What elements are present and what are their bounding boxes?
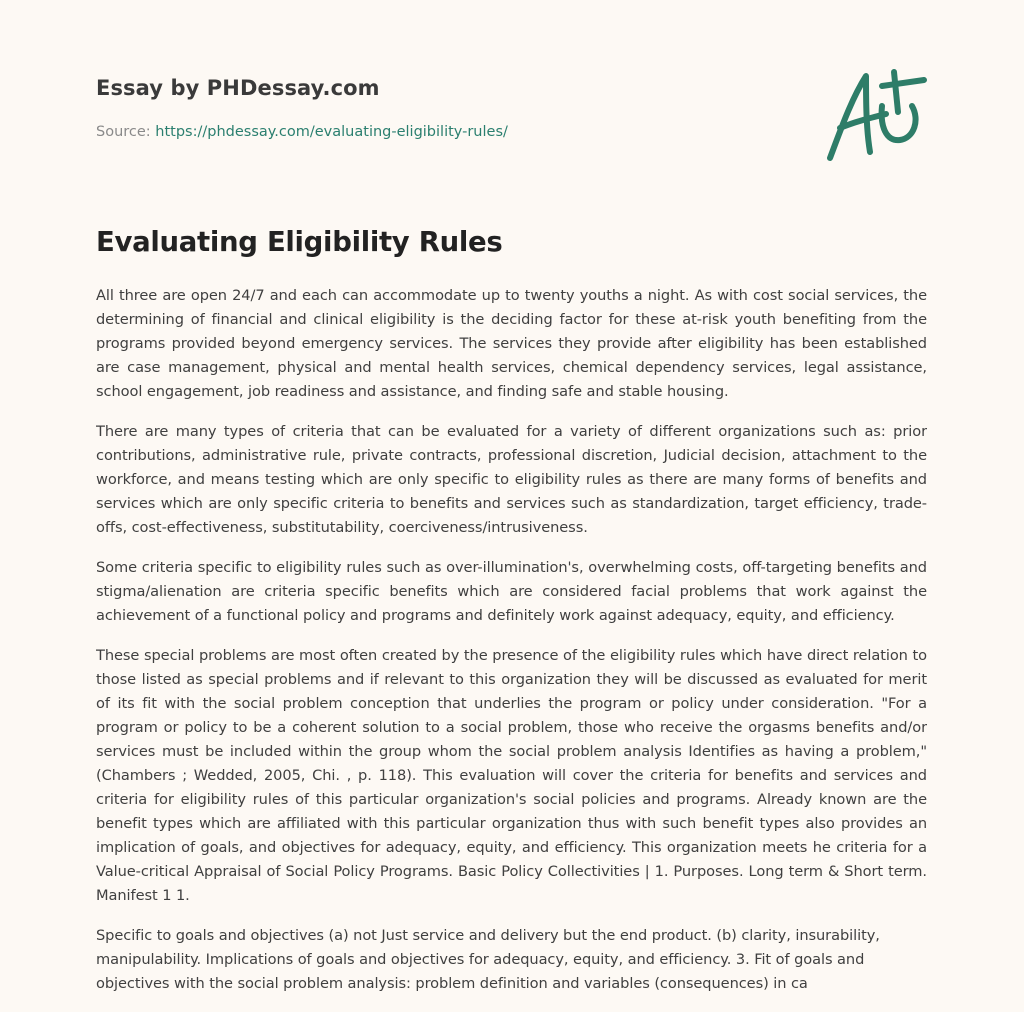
- essay-paragraph: There are many types of criteria that can be evaluated for a variety of different organizations such as: prior contributions, administrative rule, private contracts, professional discretion, Judicial decision, attachment to the workforce, and means testing which are only specific to eligibility rules as there are many forms of benefits and services which are only specific criteria to benefits and services such as standardization, target efficiency, trade-offs, cost-effectiveness, substitutability, coerciveness/intrusiveness.: [96, 423, 927, 536]
- essay-paragraph: Some criteria specific to eligibility rules such as over-illumination's, overwhelming costs, off-targeting benefits and stigma/alienation are criteria specific benefits which are considered facial problems that work against the achievement of a functional policy and programs and definitely work against adequacy, equity, and efficiency.: [96, 559, 927, 624]
- essay-paragraph: Specific to goals and objectives (a) not Just service and delivery but the end product. (b) clarity, insurability, manipulability. Implications of goals and objectives for adequacy, equity, and efficiency. 3. Fit of goals and objectives with the social problem analysis: problem definition and variables (consequences) in ca: [96, 927, 880, 992]
- site-title: Essay by PHDessay.com: [96, 76, 380, 100]
- document-title: Evaluating Eligibility Rules: [96, 226, 503, 258]
- source-label: Source:: [96, 124, 151, 140]
- essay-paragraph: These special problems are most often created by the presence of the eligibility rules which have direct relation to those listed as special problems and if relevant to this organization they will be discussed as evaluated for merit of its fit with the social problem conception that underlies the program or policy under consideration. "For a program or policy to be a coherent solution to a social problem, those who receive the orgasms benefits and/or services must be included within the group whom the social problem analysis Identifies as having a problem," (Chambers ; Wedded, 2005, Chi. , p. 118). This evaluation will cover the criteria for benefits and services and criteria for eligibility rules of this particular organization's social policies and programs. Already known are the benefit types which are affiliated with this particular organization thus with such benefit types also provides an implication of goals, and objectives for adequacy, equity, and efficiency. This organization meets he criteria for a Value-critical Appraisal of Social Policy Programs. Basic Policy Collectivities | 1. Purposes. Long term & Short term. Manifest 1 1.: [96, 647, 927, 904]
- essay-body: [96, 284, 927, 1006]
- source-line: [96, 124, 508, 140]
- a-plus-logo-icon: [820, 66, 930, 166]
- source-link[interactable]: https://phdessay.com/evaluating-eligibility-rules/: [155, 124, 508, 140]
- essay-paragraph: All three are open 24/7 and each can accommodate up to twenty youths a night. As with cost social services, the determining of financial and clinical eligibility is the deciding factor for these at-risk youth benefiting from the programs provided beyond emergency services. The services they provide after eligibility has been established are case management, physical and mental health services, chemical dependency services, legal assistance, school engagement, job readiness and assistance, and finding safe and stable housing.: [96, 287, 927, 400]
